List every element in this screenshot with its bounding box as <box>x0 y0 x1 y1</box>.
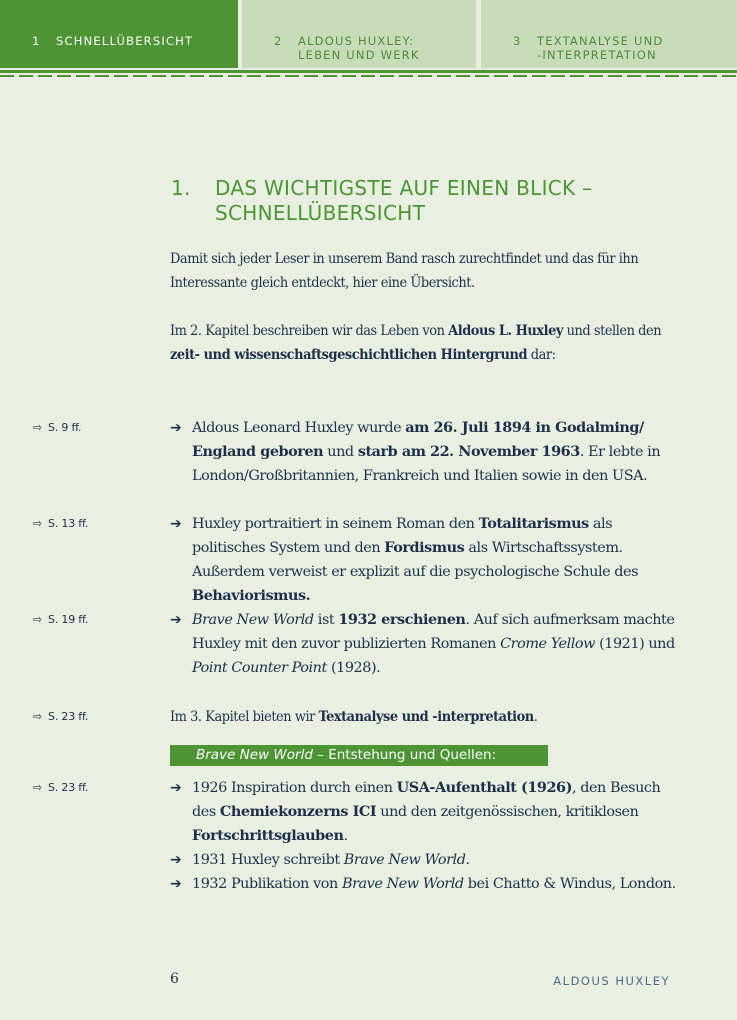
emphasis: Fordismus <box>384 539 465 556</box>
tab-label <box>298 34 420 62</box>
margin-reference[interactable] <box>33 608 88 632</box>
text: Huxley portraitiert in seinem Roman den <box>192 516 479 532</box>
list-item-text <box>170 848 676 872</box>
emphasis: USA-Aufenthalt (1926) <box>396 779 572 796</box>
tab-aldous-huxley-leben-und-werk[interactable] <box>242 0 476 68</box>
text: als Wirtschaftssystem. Außerdem verweist er explizit auf die psychologische Schule des <box>192 540 639 580</box>
text: bei Chatto & Windus, London. <box>463 876 676 892</box>
chapter-title <box>171 176 691 226</box>
tab-label-line1: TEXTANALYSE UND <box>537 34 664 48</box>
arrow-right-icon: ➔ <box>170 516 182 532</box>
book-title: Brave New World <box>341 876 464 892</box>
text: dar: <box>527 347 556 363</box>
list-item <box>170 608 676 680</box>
header-rule <box>0 70 737 73</box>
text: (1921) und <box>594 636 675 652</box>
tab-label-line2: LEBEN UND WERK <box>298 48 420 62</box>
reference-label: S. 19 ff. <box>48 613 89 626</box>
text: . <box>343 828 348 844</box>
chapter-number: 1. <box>171 176 191 200</box>
text: . <box>533 709 538 725</box>
text: Aldous Leonard Huxley wurde <box>192 420 406 436</box>
text: und <box>323 444 358 460</box>
margin-reference[interactable] <box>33 416 81 440</box>
text: (1928). <box>326 660 381 676</box>
list-item-text <box>170 776 676 848</box>
book-title: Crome Yellow <box>500 636 595 652</box>
tab-label-line1: ALDOUS HUXLEY: <box>298 34 415 48</box>
arrow-right-outline-icon: ⇨ <box>33 710 43 723</box>
arrow-right-outline-icon: ⇨ <box>33 517 43 530</box>
chapter3-paragraph <box>170 705 675 729</box>
book-title: Brave New World. <box>343 852 470 868</box>
list-item <box>170 848 676 872</box>
text: als politisches System und den <box>192 516 613 556</box>
arrow-right-icon: ➔ <box>170 876 182 892</box>
text: 1931 Huxley schreibt <box>192 852 344 868</box>
tab-schnelluebersicht[interactable] <box>0 0 238 68</box>
arrow-right-icon: ➔ <box>170 420 182 436</box>
emphasis: 1932 erschienen <box>338 611 466 628</box>
text: und den zeitgenössischen, kritiklosen <box>376 804 639 820</box>
tab-number: 2 <box>274 34 283 48</box>
list-item-text <box>170 416 676 488</box>
intro-paragraph: Damit sich jeder Leser in unserem Band rasch zurechtfindet und das für ihn Interessante gleich entdeckt, hier eine Übersicht. <box>170 251 639 291</box>
emphasis: Aldous L. Huxley <box>448 322 563 339</box>
emphasis: starb am 22. November 1963 <box>357 443 580 460</box>
tab-label: SCHNELLÜBERSICHT <box>56 34 194 48</box>
emphasis: Fortschrittsglauben <box>192 827 344 844</box>
emphasis: Chemiekonzerns ICI <box>219 803 377 820</box>
emphasis: Textanalyse und -interpretation <box>318 708 534 725</box>
reference-label: S. 23 ff. <box>48 781 89 794</box>
emphasis: zeit- und wissenschaftsgeschichtlichen Hintergrund <box>170 346 528 363</box>
list-item <box>170 512 676 608</box>
header-dashed-rule <box>0 75 737 77</box>
chapter-title-line1: DAS WICHTIGSTE AUF EINEN BLICK – <box>215 176 593 200</box>
arrow-right-icon: ➔ <box>170 612 182 628</box>
chapter-title-line2: SCHNELLÜBERSICHT <box>215 201 426 225</box>
arrow-right-outline-icon: ⇨ <box>33 613 43 626</box>
text: Im 2. Kapitel beschreiben wir das Leben von <box>170 323 449 339</box>
banner-text: – Entstehung und Quellen: <box>312 747 497 763</box>
emphasis: Totalitarismus <box>478 515 589 532</box>
margin-reference[interactable] <box>33 512 88 536</box>
reference-label: S. 23 ff. <box>48 710 89 723</box>
list-item <box>170 776 676 848</box>
text: . Er lebte in London/Großbritannien, Frankreich und Italien sowie in den USA. <box>192 444 661 484</box>
reference-label: S. 13 ff. <box>48 517 89 530</box>
list-item-text <box>170 608 676 680</box>
arrow-right-outline-icon: ⇨ <box>33 781 43 794</box>
chapter-heading <box>171 176 691 226</box>
text: , den Besuch des <box>192 780 661 820</box>
chapter-tabs <box>0 0 737 68</box>
chapter2-paragraph <box>170 319 675 367</box>
running-title: ALDOUS HUXLEY <box>553 974 670 988</box>
emphasis: am 26. Juli 1894 in Godalming/ England geboren <box>192 419 644 460</box>
book-title: Brave New World <box>192 612 314 628</box>
tab-number: 3 <box>513 34 522 48</box>
emphasis: Behaviorismus. <box>192 587 311 604</box>
margin-reference[interactable] <box>33 776 88 800</box>
arrow-right-icon: ➔ <box>170 852 182 868</box>
tab-number: 1 <box>32 34 41 48</box>
text: 1932 Publikation von <box>192 876 342 892</box>
text: Im 3. Kapitel bieten wir <box>170 709 319 725</box>
text: 1926 Inspiration durch einen <box>192 780 397 796</box>
reference-label: S. 9 ff. <box>48 421 82 434</box>
list-item <box>170 416 676 488</box>
page-number: 6 <box>170 971 179 987</box>
arrow-right-icon: ➔ <box>170 780 182 796</box>
tab-textanalyse-und-interpretation[interactable] <box>481 0 737 68</box>
banner-book-title: Brave New World <box>196 747 313 763</box>
list-item <box>170 872 676 896</box>
tab-label <box>537 34 663 62</box>
text: . Auf sich aufmerksam machte Huxley mit den zuvor publizierten Romanen <box>192 612 675 652</box>
tab-label-line2: -INTERPRETATION <box>537 48 657 62</box>
arrow-right-outline-icon: ⇨ <box>33 421 43 434</box>
margin-reference[interactable] <box>33 705 88 729</box>
section-banner <box>170 745 548 766</box>
text: ist <box>313 612 339 628</box>
book-title: Point Counter Point <box>192 660 327 676</box>
list-item-text <box>170 872 676 896</box>
text: und stellen den <box>562 323 662 339</box>
list-item-text <box>170 512 676 608</box>
